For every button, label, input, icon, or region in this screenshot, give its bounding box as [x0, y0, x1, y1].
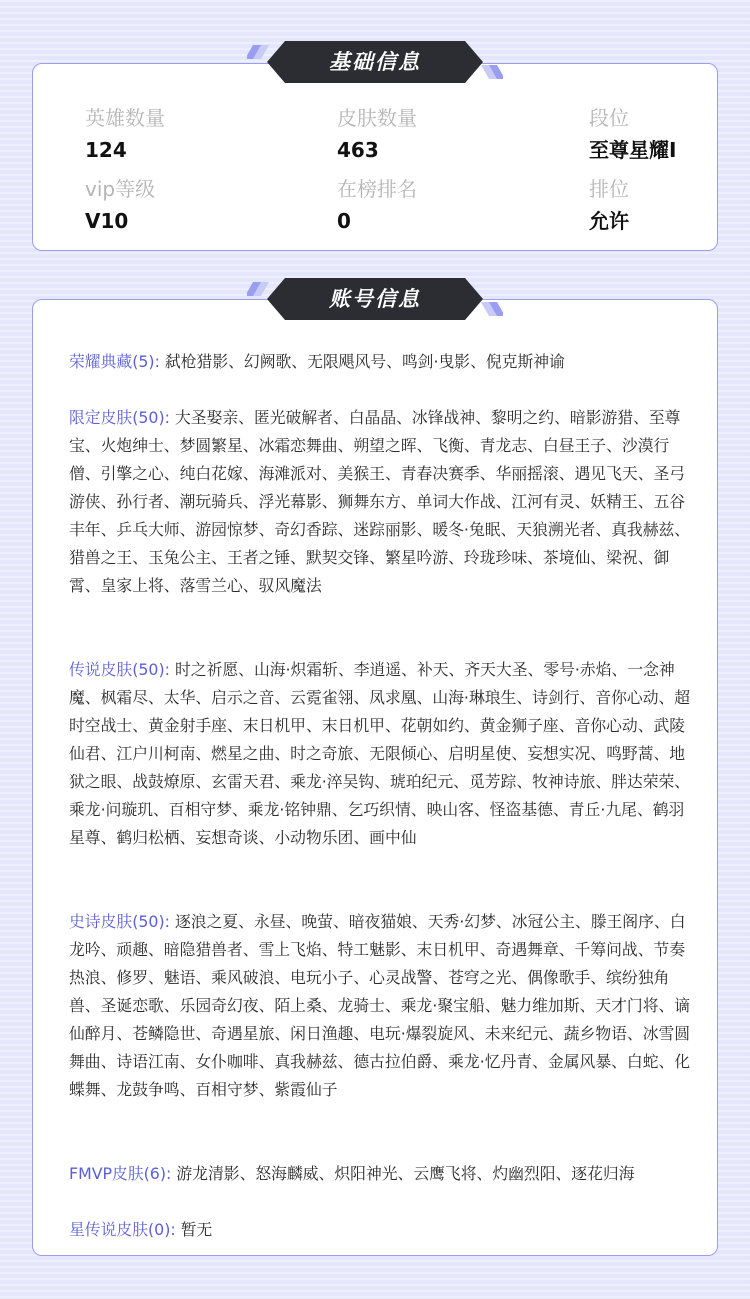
stat-value: 至尊星耀I: [589, 138, 677, 162]
section-text: 时之祈愿、山海·炽霜斩、李逍遥、补天、齐天大圣、零号·赤焰、一念神魔、枫霜尽、太华、启示之音、云霓雀翎、凤求凰、山海·琳琅生、诗剑行、音你心动、超时空战士、黄金射手座、末日机甲、末日机甲、花朝如约、黄金狮子座、音你心动、武陵仙君、江户川柯南、燃星之曲、时之奇旅、无限倾心、启明星使、妄想实况、鸣野蒿、地狱之眼、战鼓燎原、玄雷天君、乘龙·淬吴钩、琥珀纪元、觅芳踪、牧神诗旅、胖达荣荣、乘龙·问璇玑、百相守梦、乘龙·铭钟鼎、乞巧织情、映山客、怪盗基德、青丘·九尾、鹤羽星尊、鹤归松栖、妄想奇谈、小动物乐团、画中仙: [69, 660, 691, 847]
stat-value: 463: [337, 138, 379, 162]
section-label: 传说皮肤(50):: [69, 660, 170, 679]
stat-ranked-permission: [589, 177, 629, 233]
section-limited-skins: [69, 404, 694, 600]
section-text: 弑枪猎影、幻阙歌、无限飓风号、鸣剑·曳影、倪克斯神谕: [164, 352, 565, 371]
section-epic-skins: [69, 908, 694, 1104]
stat-label: 段位: [589, 106, 629, 130]
stat-hero-count: [85, 106, 165, 162]
stat-label: 排位: [589, 177, 629, 201]
section-label: 星传说皮肤(0):: [69, 1220, 176, 1239]
section-label: 限定皮肤(50):: [69, 408, 170, 427]
account-info-title-ribbon: [247, 276, 503, 322]
section-text: 游龙清影、怒海麟威、炽阳神光、云鹰飞将、灼幽烈阳、逐花归海: [176, 1164, 635, 1183]
basic-info-title: 基础信息: [329, 50, 421, 74]
basic-info-card: [32, 63, 718, 251]
stat-value: 0: [337, 209, 351, 233]
section-text: 暂无: [180, 1220, 213, 1239]
stat-label: 皮肤数量: [337, 106, 417, 130]
stat-skin-count: [337, 106, 417, 162]
stat-label: 在榜排名: [337, 177, 417, 201]
stat-vip-level: [85, 177, 155, 233]
stat-value: V10: [85, 209, 129, 233]
stat-label: vip等级: [85, 177, 156, 201]
section-fmvp-skins: [69, 1160, 694, 1188]
section-text: 逐浪之夏、永昼、晚萤、暗夜猫娘、天秀·幻梦、冰冠公主、滕王阁序、白龙吟、顽趣、暗隐猎兽者、雪上飞焰、特工魅影、末日机甲、奇遇舞章、千筹问战、节奏热浪、修罗、魅语、乘风破浪、电玩小子、心灵战警、苍穹之光、偶像歌手、缤纷独角兽、圣诞恋歌、乐园奇幻夜、陌上桑、龙骑士、乘龙·聚宝船、魅力维加斯、天才门将、谪仙醉月、苍鳞隐世、奇遇星旅、闲日渔趣、电玩·爆裂旋风、未来纪元、蔬乡物语、冰雪圆舞曲、诗语江南、女仆咖啡、真我赫兹、德古拉伯爵、乘龙·忆丹青、金属风暴、白蛇、化蝶舞、龙鼓争鸣、百相守梦、紫霞仙子: [69, 912, 691, 1099]
account-info-title: 账号信息: [329, 287, 421, 311]
stat-leaderboard-rank: [337, 177, 417, 233]
stat-rank-tier: [589, 106, 676, 162]
stat-label: 英雄数量: [85, 106, 165, 130]
section-label: FMVP皮肤(6):: [69, 1164, 172, 1183]
section-honor-collection: [69, 348, 694, 376]
stat-value: 允许: [589, 209, 629, 233]
basic-info-title-ribbon: [247, 39, 503, 85]
section-label: 史诗皮肤(50):: [69, 912, 170, 931]
account-info-card: [32, 299, 718, 1256]
section-label: 荣耀典藏(5):: [69, 352, 160, 371]
section-star-legend-skins: [69, 1216, 694, 1244]
section-legend-skins: [69, 656, 694, 852]
stat-value: 124: [85, 138, 127, 162]
section-text: 大圣娶亲、匿光破解者、白晶晶、冰锋战神、黎明之约、暗影游猎、至尊宝、火炮绅士、梦圆繁星、冰霜恋舞曲、朔望之晖、飞衡、青龙志、白昼王子、沙漠行僧、引擎之心、纯白花嫁、海滩派对、美猴王、青春决赛季、华丽摇滚、遇见飞天、圣弓游侠、孙行者、潮玩骑兵、浮光幕影、狮舞东方、单词大作战、江河有灵、妖精王、五谷丰年、乒乓大师、游园惊梦、奇幻香踪、迷踪丽影、暖冬·兔眠、天狼溯光者、真我赫兹、猎兽之王、玉兔公主、王者之锤、默契交锋、繁星吟游、玲珑珍味、茶境仙、梁祝、御霄、皇家上将、落雪兰心、驭风魔法: [69, 408, 691, 595]
